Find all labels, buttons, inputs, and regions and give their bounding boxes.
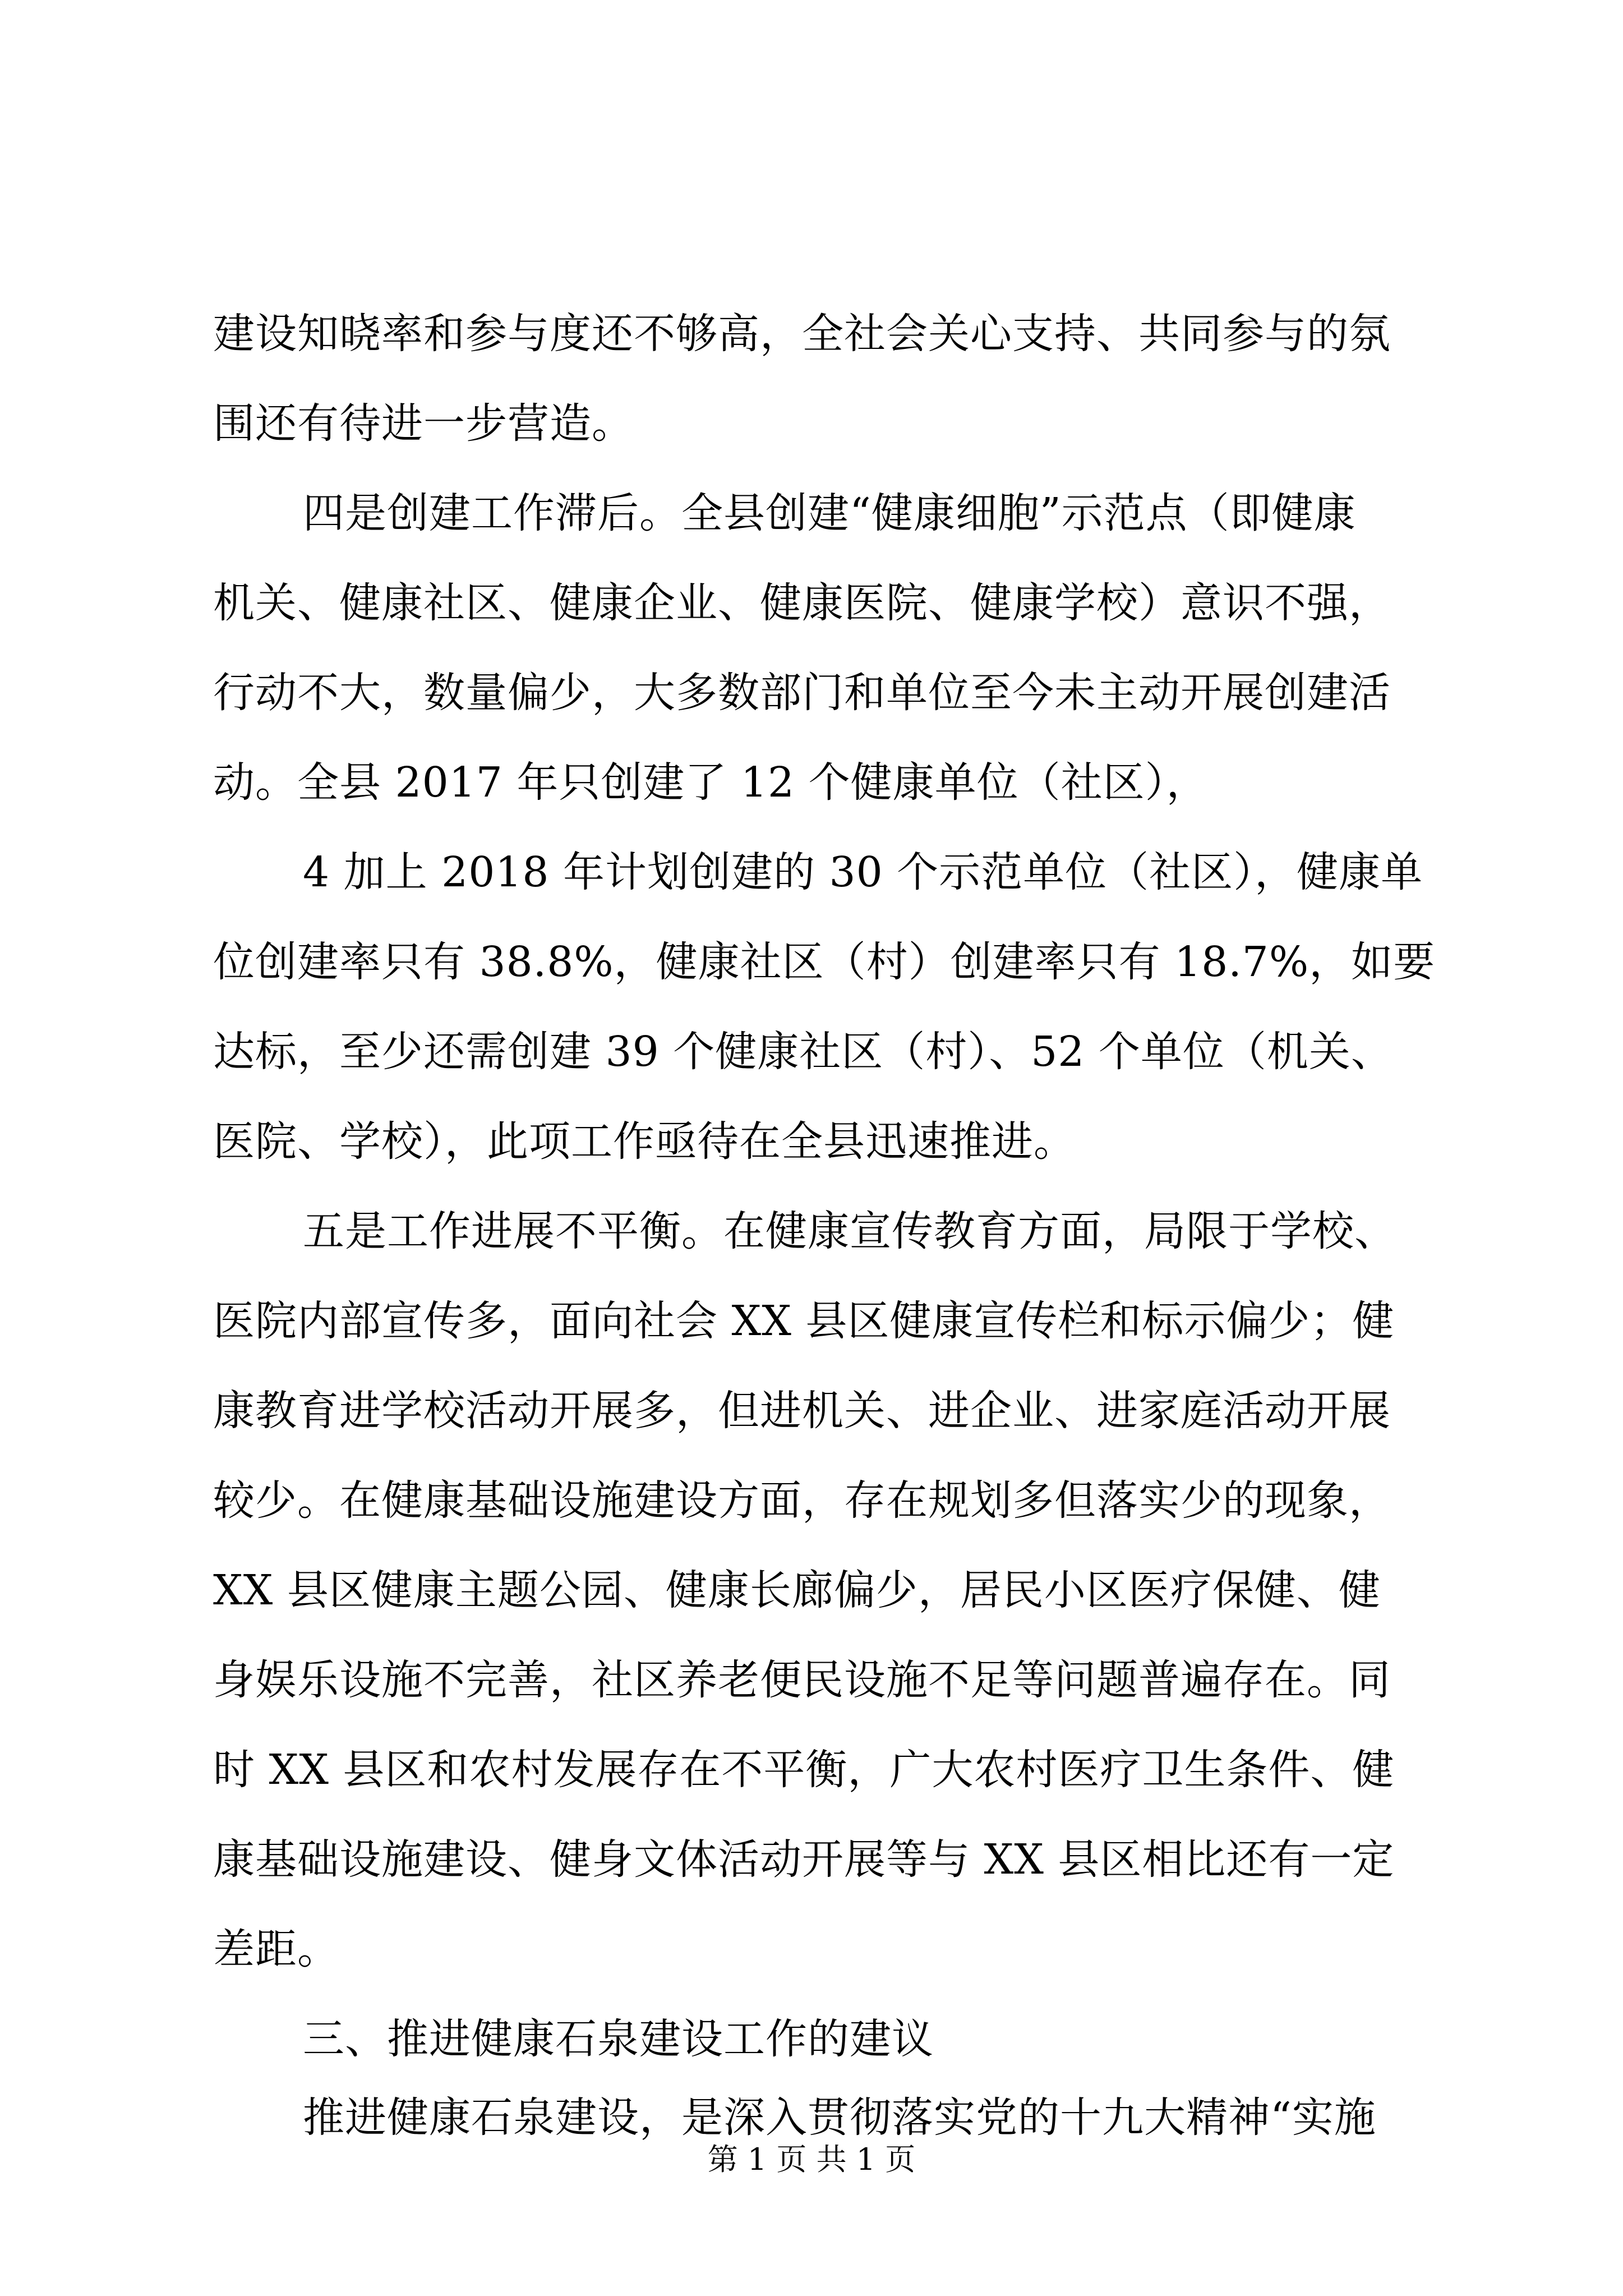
text-line: 医院、学校），此项工作亟待在全县迅速推进。 — [213, 1117, 1076, 1166]
text-line: 行动不大，数量偏少，大多数部门和单位至今未主动开展创建活 — [213, 669, 1391, 717]
text-line: 康基础设施建设、健身文体活动开展等与 XX 县区相比还有一定 — [213, 1835, 1395, 1884]
text-line: 四是创建工作滞后。全县创建“健康细胞”示范点（即健康 — [303, 489, 1356, 537]
text-line: 较少。在健康基础设施建设方面，存在规划多但落实少的现象， — [213, 1476, 1391, 1525]
text-line: 身娱乐设施不完善，社区养老便民设施不足等问题普遍存在。同 — [213, 1656, 1391, 1704]
text-line: 医院内部宣传多，面向社会 XX 县区健康宣传栏和标示偏少；健 — [213, 1297, 1395, 1345]
text-line: 五是工作进展不平衡。在健康宣传教育方面，局限于学校、 — [303, 1207, 1396, 1255]
text-line: 推进健康石泉建设，是深入贯彻落实党的十九大精神“实施 — [303, 2093, 1376, 2142]
text-line: 围还有待进一步营造。 — [213, 399, 634, 448]
text-line: 位创建率只有 38.8%，健康社区（村）创建率只有 18.7%，如要 — [213, 938, 1436, 986]
page-number: 第 1 页 共 1 页 — [707, 2142, 916, 2177]
text-line: 4 加上 2018 年计划创建的 30 个示范单位（社区），健康单 — [303, 848, 1423, 896]
text-line: 机关、健康社区、健康企业、健康医院、健康学校）意识不强， — [213, 579, 1391, 627]
text-line: 差距。 — [213, 1925, 339, 1973]
text-line: 建设知晓率和参与度还不够高，全社会关心支持、共同参与的氛 — [213, 310, 1391, 358]
text-line: 动。全县 2017 年只创建了 12 个健康单位（社区）， — [213, 758, 1209, 807]
text-line: 时 XX 县区和农村发展存在不平衡，广大农村医疗卫生条件、健 — [213, 1746, 1395, 1794]
text-line: XX 县区健康主题公园、健康长廊偏少，居民小区医疗保健、健 — [213, 1566, 1381, 1614]
text-line: 康教育进学校活动开展多，但进机关、进企业、进家庭活动开展 — [213, 1387, 1391, 1435]
text-line: 达标，至少还需创建 39 个健康社区（村）、52 个单位（机关、 — [213, 1028, 1393, 1076]
section-heading: 三、推进健康石泉建设工作的建议 — [303, 2015, 934, 2063]
